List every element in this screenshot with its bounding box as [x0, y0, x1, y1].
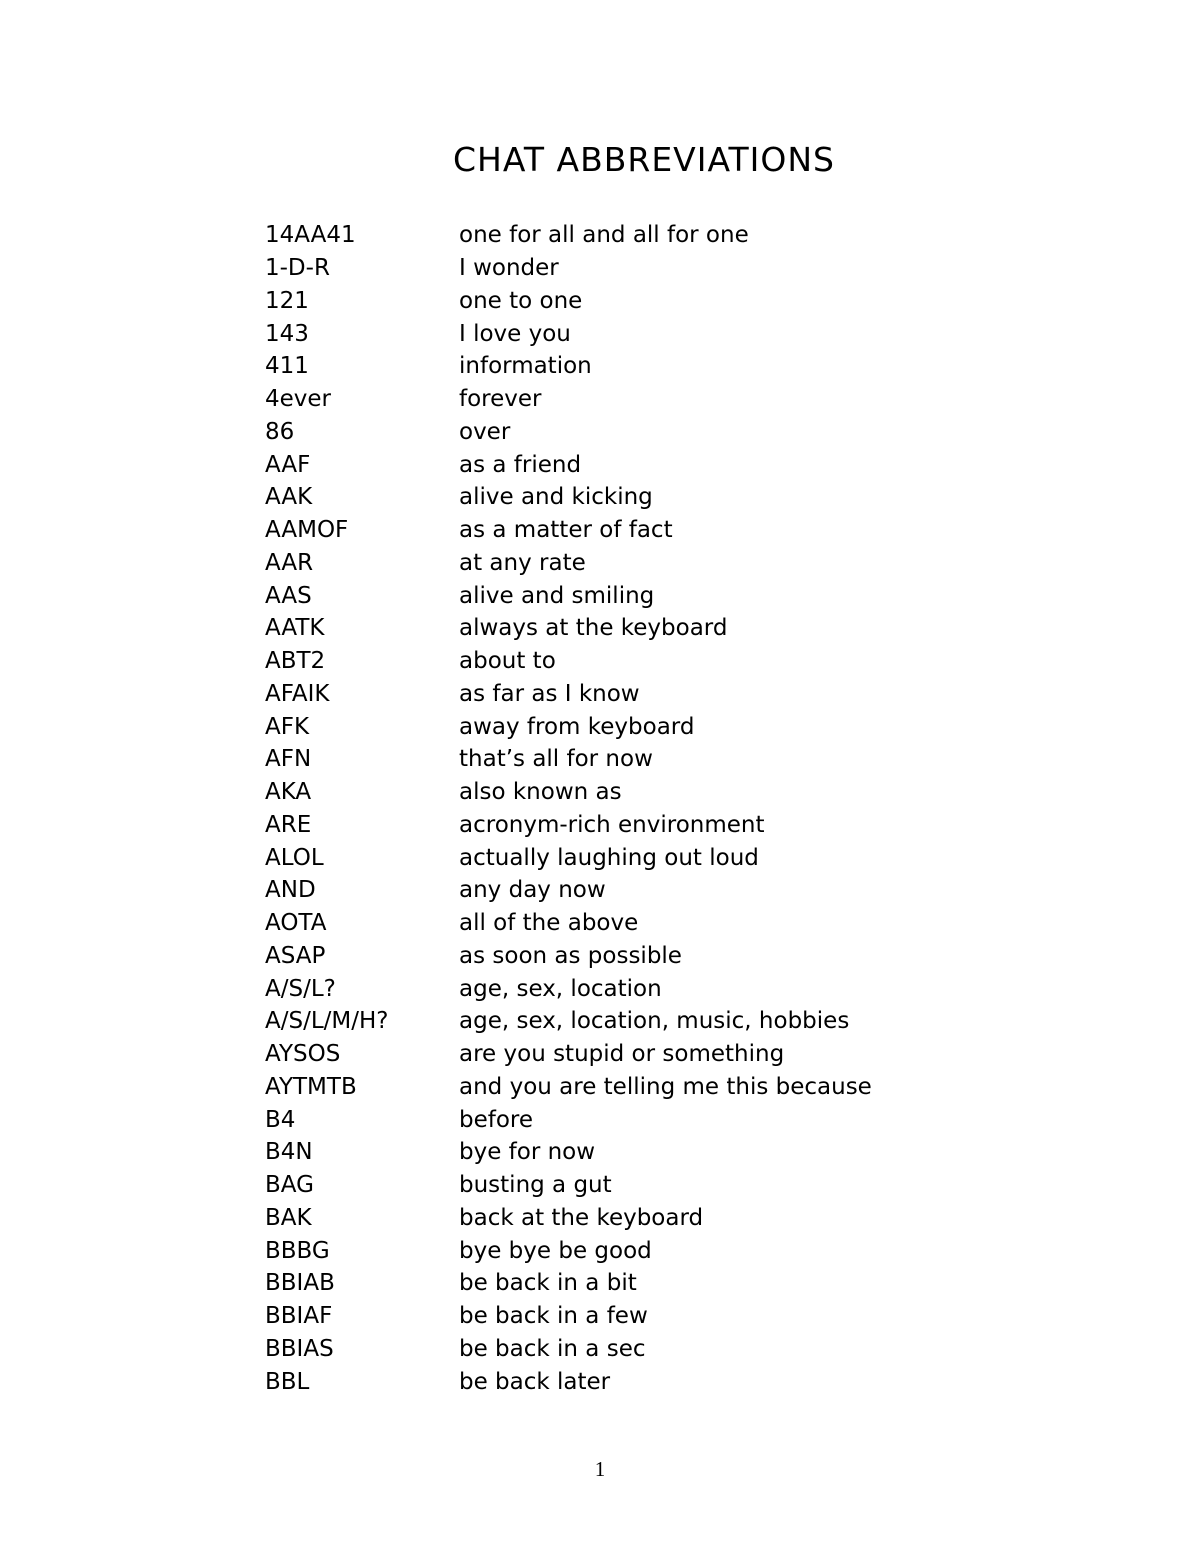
abbreviation-term: AAMOF: [265, 517, 349, 544]
abbreviation-row: [265, 1202, 965, 1235]
abbreviation-meaning: be back later: [459, 1368, 611, 1395]
abbreviation-term: BBL: [265, 1368, 310, 1395]
abbreviation-term: BBIAS: [265, 1335, 334, 1362]
abbreviation-term: B4N: [265, 1139, 313, 1166]
abbreviation-meaning: as far as I know: [459, 680, 640, 707]
abbreviation-term: A/S/L/M/H?: [265, 1008, 389, 1035]
abbreviation-row: [265, 1169, 965, 1202]
abbreviation-meaning: any day now: [459, 877, 606, 904]
abbreviation-row: [265, 514, 965, 547]
abbreviation-row: [265, 252, 965, 285]
abbreviation-meaning: actually laughing out loud: [459, 844, 759, 871]
abbreviation-row: [265, 907, 965, 940]
abbreviation-row: [265, 841, 965, 874]
abbreviation-term: BAG: [265, 1172, 314, 1199]
abbreviation-row: [265, 1103, 965, 1136]
abbreviation-meaning: age, sex, location, music, hobbies: [459, 1008, 850, 1035]
abbreviation-term: ABT2: [265, 648, 326, 675]
abbreviation-meaning: all of the above: [459, 910, 639, 937]
abbreviation-meaning: at any rate: [459, 549, 586, 576]
abbreviation-row: [265, 579, 965, 612]
abbreviation-term: B4: [265, 1106, 296, 1133]
abbreviation-meaning: one to one: [459, 287, 583, 314]
abbreviation-term: AFAIK: [265, 680, 330, 707]
abbreviation-row: [265, 219, 965, 252]
abbreviation-row: [265, 1365, 965, 1398]
abbreviation-meaning: about to: [459, 648, 556, 675]
abbreviation-row: [265, 874, 965, 907]
abbreviation-row: [265, 1005, 965, 1038]
abbreviation-meaning: always at the keyboard: [459, 615, 728, 642]
abbreviation-meaning: before: [459, 1106, 534, 1133]
abbreviation-term: ASAP: [265, 942, 326, 969]
abbreviation-meaning: busting a gut: [459, 1172, 612, 1199]
abbreviation-row: [265, 1038, 965, 1071]
abbreviation-meaning: be back in a few: [459, 1303, 648, 1330]
abbreviation-row: [265, 776, 965, 809]
abbreviation-term: 411: [265, 353, 309, 380]
abbreviation-row: [265, 416, 965, 449]
abbreviation-term: 14AA41: [265, 222, 356, 249]
abbreviation-meaning: information: [459, 353, 592, 380]
abbreviation-term: BBIAB: [265, 1270, 335, 1297]
abbreviation-row: [265, 743, 965, 776]
abbreviation-meaning: and you are telling me this because: [459, 1073, 872, 1100]
abbreviation-term: 1-D-R: [265, 255, 330, 282]
abbreviation-term: ARE: [265, 811, 312, 838]
abbreviation-meaning: are you stupid or something: [459, 1041, 785, 1068]
abbreviation-meaning: as soon as possible: [459, 942, 682, 969]
abbreviation-row: [265, 1333, 965, 1366]
abbreviation-term: AND: [265, 877, 316, 904]
abbreviation-meaning: alive and smiling: [459, 582, 655, 609]
abbreviation-term: AOTA: [265, 910, 327, 937]
abbreviation-meaning: away from keyboard: [459, 713, 695, 740]
abbreviation-row: [265, 1267, 965, 1300]
abbreviation-meaning: over: [459, 418, 511, 445]
abbreviation-meaning: one for all and all for one: [459, 222, 749, 249]
abbreviation-meaning: acronym-rich environment: [459, 811, 765, 838]
abbreviation-meaning: I wonder: [459, 255, 559, 282]
abbreviation-row: [265, 972, 965, 1005]
abbreviation-row: [265, 1071, 965, 1104]
abbreviation-meaning: forever: [459, 386, 542, 413]
abbreviation-meaning: that’s all for now: [459, 746, 653, 773]
abbreviation-row: [265, 1136, 965, 1169]
abbreviation-row: [265, 612, 965, 645]
abbreviation-term: AATK: [265, 615, 325, 642]
abbreviation-term: AAR: [265, 549, 314, 576]
abbreviation-term: BBBG: [265, 1237, 330, 1264]
abbreviation-meaning: bye for now: [459, 1139, 596, 1166]
abbreviation-term: 4ever: [265, 386, 332, 413]
abbreviation-meaning: as a friend: [459, 451, 582, 478]
abbreviation-row: [265, 317, 965, 350]
abbreviation-row: [265, 710, 965, 743]
abbreviation-term: 143: [265, 320, 309, 347]
abbreviation-row: [265, 448, 965, 481]
abbreviation-meaning: be back in a bit: [459, 1270, 637, 1297]
abbreviation-row: [265, 547, 965, 580]
abbreviation-row: [265, 940, 965, 973]
abbreviation-row: [265, 809, 965, 842]
abbreviation-meaning: alive and kicking: [459, 484, 653, 511]
abbreviation-meaning: back at the keyboard: [459, 1204, 704, 1231]
abbreviation-term: AFN: [265, 746, 312, 773]
abbreviation-term: 121: [265, 287, 309, 314]
abbreviation-term: AYSOS: [265, 1041, 341, 1068]
abbreviation-row: [265, 285, 965, 318]
abbreviation-meaning: I love you: [459, 320, 571, 347]
abbreviation-term: ALOL: [265, 844, 324, 871]
abbreviation-row: [265, 645, 965, 678]
abbreviation-row: [265, 383, 965, 416]
abbreviation-term: AYTMTB: [265, 1073, 357, 1100]
abbreviation-meaning: age, sex, location: [459, 975, 662, 1002]
abbreviation-term: AAF: [265, 451, 311, 478]
abbreviation-row: [265, 1234, 965, 1267]
abbreviation-term: AAS: [265, 582, 312, 609]
abbreviation-meaning: also known as: [459, 779, 622, 806]
abbreviation-term: A/S/L?: [265, 975, 336, 1002]
abbreviation-row: [265, 678, 965, 711]
abbreviation-row: [265, 350, 965, 383]
abbreviation-term: BBIAF: [265, 1303, 333, 1330]
abbreviation-row: [265, 1300, 965, 1333]
abbreviation-row: [265, 481, 965, 514]
abbreviation-term: AKA: [265, 779, 312, 806]
page-number: 1: [594, 1457, 606, 1481]
abbreviation-meaning: be back in a sec: [459, 1335, 646, 1362]
abbreviation-term: AFK: [265, 713, 310, 740]
abbreviation-term: AAK: [265, 484, 313, 511]
abbreviation-list: [265, 219, 965, 1398]
abbreviation-meaning: as a matter of fact: [459, 517, 673, 544]
abbreviation-meaning: bye bye be good: [459, 1237, 652, 1264]
abbreviation-term: BAK: [265, 1204, 312, 1231]
abbreviation-term: 86: [265, 418, 295, 445]
page-title: CHAT ABBREVIATIONS: [453, 140, 835, 179]
